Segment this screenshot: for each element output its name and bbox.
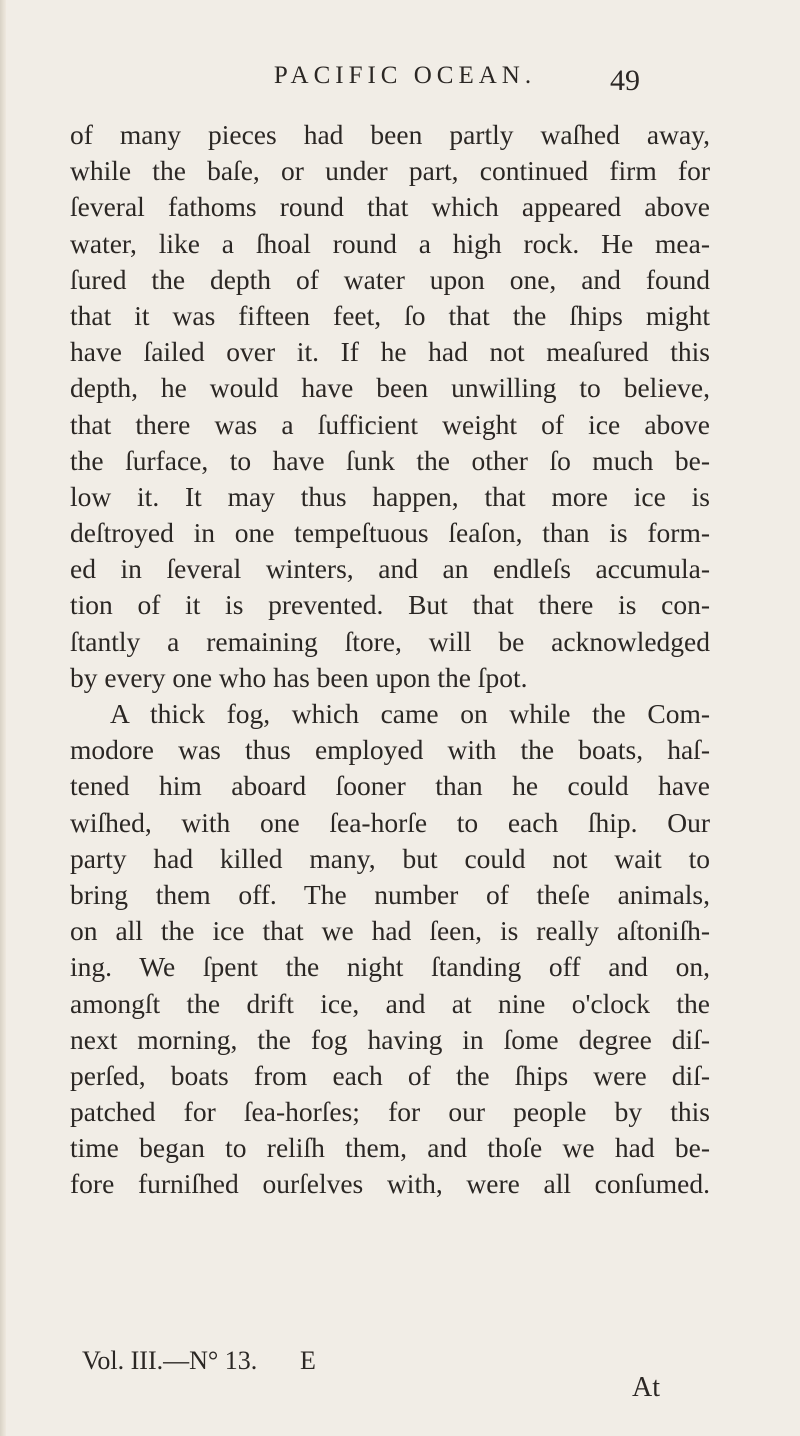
signature-mark: E [300, 1346, 316, 1375]
text-line: ing. We ſpent the night ſtanding off and on, [70, 951, 710, 983]
text-line: perſed, boats from each of the ſhips were diſ- [70, 1059, 710, 1091]
text-line: of many pieces had been partly waſhed away, [70, 119, 710, 150]
text-line: deſtroyed in one tempeſtuous ſeaſon, than is form- [70, 517, 710, 549]
catchword: At [632, 1372, 660, 1403]
text-line: ed in ſeveral winters, and an endleſs accumula- [70, 553, 710, 585]
text-line: ſured the depth of water upon one, and found [70, 263, 710, 295]
text-line: time began to reliſh them, and thoſe we had be- [70, 1132, 710, 1164]
text-line: have ſailed over it. If he had not meaſured this [70, 336, 710, 368]
text-line: on all the ice that we had ſeen, is really aſtoniſh- [70, 915, 710, 947]
page-number: 49 [610, 64, 640, 97]
text-line: party had killed many, but could not wait to [70, 842, 710, 874]
text-line: next morning, the fog having in ſome degree diſ- [70, 1023, 710, 1055]
text-line: ſeveral fathoms round that which appeared above [70, 191, 710, 223]
text-line: amongſt the drift ice, and at nine o'clock the [70, 987, 710, 1019]
page-footer [82, 1346, 722, 1426]
text-line: water, like a ſhoal round a high rock. He mea- [70, 227, 710, 259]
text-line: tion of it is prevented. But that there is con- [70, 589, 710, 621]
page-header [0, 62, 800, 102]
text-line: ſtantly a remaining ſtore, will be acknowledged [70, 625, 710, 657]
text-line: the ſurface, to have ſunk the other ſo much be- [70, 444, 710, 476]
text-line: that there was a ſufficient weight of ice above [70, 408, 710, 440]
text-line: patched for ſea-horſes; for our people by this [70, 1096, 710, 1128]
volume-mark: Vol. III.—N° 13. [82, 1346, 258, 1375]
text-line: while the baſe, or under part, continued firm for [70, 155, 710, 187]
text-line: bring them off. The number of theſe animals, [70, 878, 710, 910]
text-line: wiſhed, with one ſea-horſe to each ſhip. Our [70, 806, 710, 838]
running-head: PACIFIC OCEAN. [273, 62, 537, 89]
text-line: that it was fifteen feet, ſo that the ſhips might [70, 299, 710, 331]
text-line: low it. It may thus happen, that more ice is [70, 480, 710, 512]
text-line: tened him aboard ſooner than he could have [70, 770, 710, 802]
text-line: modore was thus employed with the boats, haſ- [70, 734, 710, 766]
text-line: fore furniſhed ourſelves with, were all conſumed. [70, 1168, 710, 1200]
page-edge [0, 0, 6, 1436]
text-line: depth, he would have been unwilling to believe, [70, 372, 710, 404]
text-line: by every one who has been upon the ſpot. [70, 661, 528, 693]
body-text [70, 117, 710, 1203]
text-line: A thick fog, which came on while the Com- [110, 698, 710, 729]
